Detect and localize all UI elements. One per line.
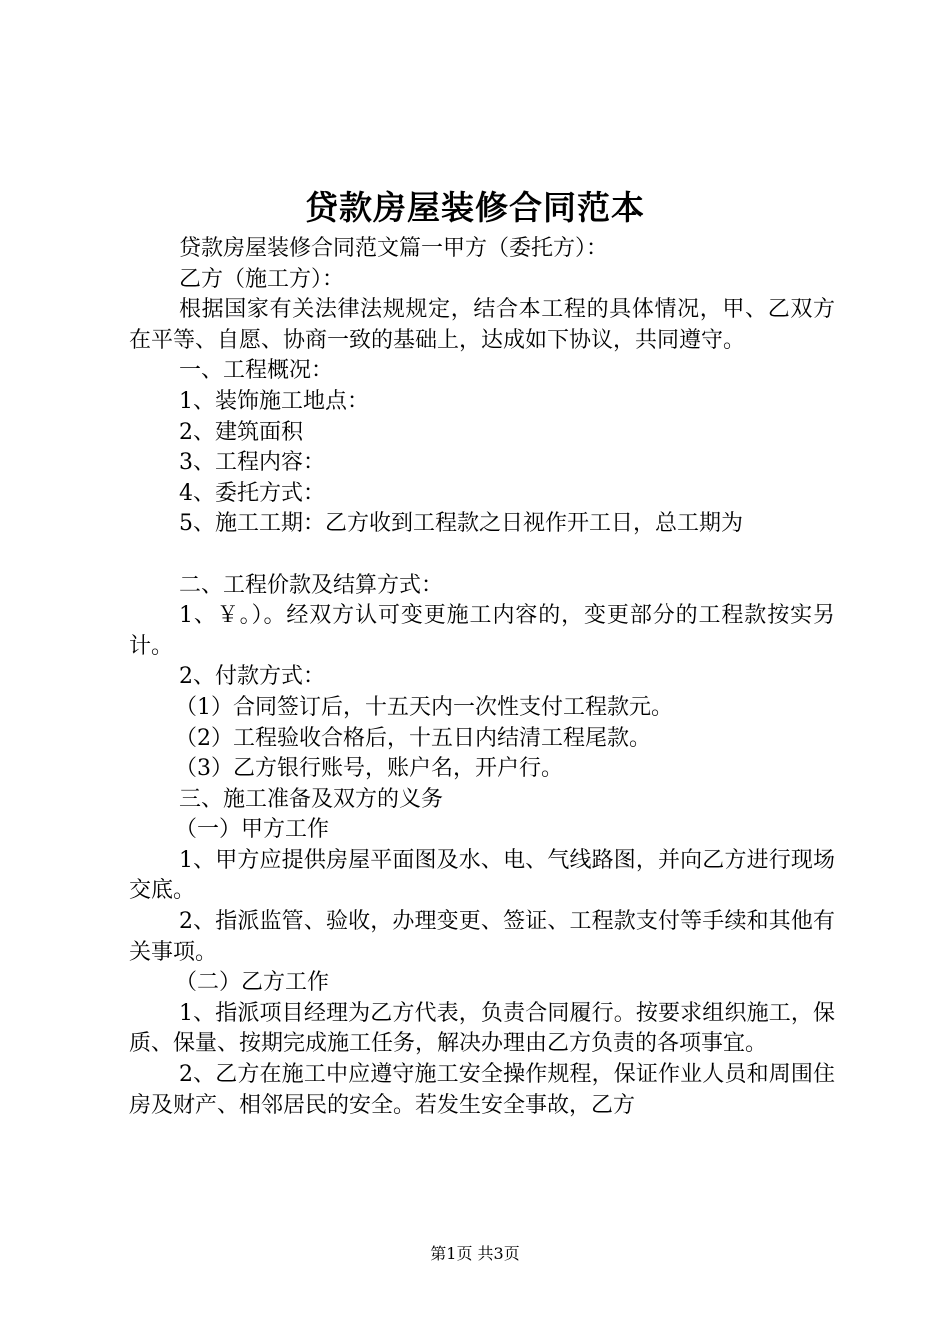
paragraph-party-b: 乙方（施工方）： — [179, 266, 345, 292]
subheading-party-a: （一）甲方工作 — [175, 817, 330, 843]
paragraph-party-a-2: 2、指派监管、验收，办理变更、签证、工程款支付等手续和其他有关事项。 — [129, 909, 835, 965]
paragraph-method: 4、委托方式： — [179, 480, 325, 506]
paragraph-preamble: 根据国家有关法律法规规定，结合本工程的具体情况，甲、乙双方在平等、自愿、协商一致的基础上，达成如下协议，共同遵守。 — [129, 297, 835, 353]
section-heading-price: 二、工程价款及结算方式： — [179, 572, 444, 598]
paragraph-location: 1、装饰施工地点： — [179, 388, 369, 414]
paragraph-payment-2: （2）工程验收合格后，十五日内结清工程尾款。 — [175, 725, 651, 751]
paragraph-area: 2、建筑面积 — [179, 419, 303, 445]
page-number-footer: 第1页 共3页 — [430, 1244, 520, 1263]
paragraph-intro: 贷款房屋装修合同范文篇一甲方（委托方）： — [179, 236, 609, 261]
paragraph-party-a-1: 1、甲方应提供房屋平面图及水、电、气线路图，并向乙方进行现场交底。 — [129, 847, 835, 904]
paragraph-payment-3: （3）乙方银行账号，账户名，开户行。 — [175, 756, 563, 782]
paragraph-content: 3、工程内容： — [179, 450, 325, 476]
paragraph-payment: 2、付款方式： — [179, 664, 325, 690]
paragraph-party-b-1: 1、指派项目经理为乙方代表，负责合同履行。按要求组织施工，保质、保量、按期完成施工任务，解决办理由乙方负责的各项事宜。 — [129, 1000, 835, 1057]
section-heading-duties: 三、施工准备及双方的义务 — [179, 786, 444, 812]
paragraph-price: 1、￥。）。经双方认可变更施工内容的，变更部分的工程款按实另计。 — [129, 603, 835, 659]
subheading-party-b: （二）乙方工作 — [175, 970, 330, 996]
paragraph-party-b-2: 2、乙方在施工中应遵守施工安全操作规程，保证作业人员和周围住房及财产、相邻居民的安全。若发生安全事故，乙方 — [129, 1062, 835, 1118]
paragraph-payment-1: （1）合同签订后，十五天内一次性支付工程款元。 — [175, 694, 673, 720]
paragraph-duration: 5、施工工期：乙方收到工程款之日视作开工日，总工期为 — [179, 511, 743, 537]
section-heading-overview: 一、工程概况： — [179, 358, 334, 384]
blank-line — [129, 540, 835, 571]
document-title: 贷款房屋装修合同范本 — [305, 188, 645, 227]
document-body — [129, 234, 835, 1121]
